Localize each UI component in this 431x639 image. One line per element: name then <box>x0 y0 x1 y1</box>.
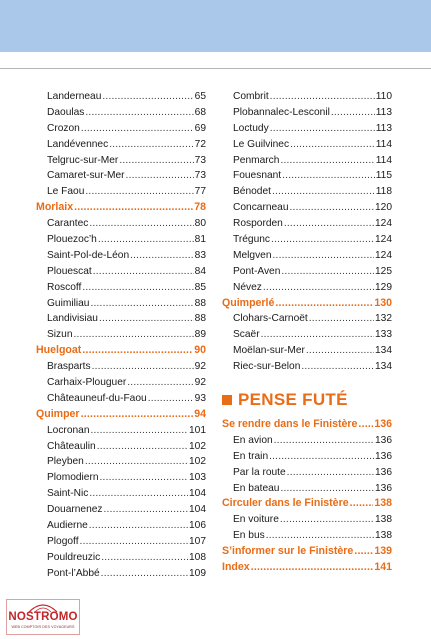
toc-page-number: 107 <box>189 535 206 547</box>
toc-entry-carantec[interactable] <box>36 216 206 232</box>
toc-page-number: 65 <box>194 91 206 102</box>
dot-leader <box>271 232 374 248</box>
toc-entry-melgven[interactable] <box>222 248 392 264</box>
toc-page-number: 114 <box>375 154 392 166</box>
toc-heading-circuler-dans-le-finistere[interactable] <box>222 496 392 512</box>
dot-leader <box>97 439 188 455</box>
toc-page-number: 141 <box>374 561 392 574</box>
toc-entry-concarneau[interactable] <box>222 200 392 216</box>
dot-leader <box>261 327 374 343</box>
toc-page-number: 138 <box>375 530 392 542</box>
toc-label: Clohars-Carnoët <box>233 313 308 325</box>
toc-label: Concarneau <box>233 202 289 214</box>
toc-label: Pont-l’Abbé <box>47 567 100 579</box>
dot-leader <box>274 433 374 449</box>
toc-page-number: 102 <box>189 456 206 468</box>
dot-leader <box>102 89 193 105</box>
toc-page-number: 136 <box>374 418 392 431</box>
toc-entry-plogoff[interactable] <box>36 534 206 550</box>
toc-page-number: 92 <box>194 361 206 373</box>
toc-entry-penmarch[interactable] <box>222 153 392 169</box>
toc-label: Crozon <box>47 122 80 134</box>
toc-label: Par la route <box>233 466 286 478</box>
toc-entry-le-faou[interactable] <box>36 184 206 200</box>
toc-entry-benodet[interactable] <box>222 184 392 200</box>
dot-leader <box>85 105 193 121</box>
toc-entry-rosporden[interactable] <box>222 216 392 232</box>
toc-label: Névez <box>233 281 262 293</box>
toc-entry-saint-pol-de-leon[interactable] <box>36 248 206 264</box>
dot-leader <box>89 216 193 232</box>
toc-page-number: 93 <box>194 392 206 404</box>
logo-wordmark: NOSTROMO <box>8 611 78 623</box>
dot-leader <box>81 121 194 137</box>
toc-page-number: 130 <box>374 296 392 309</box>
toc-label: Pleyben <box>47 456 84 468</box>
toc-label: Guimiliau <box>47 297 90 309</box>
square-bullet-icon <box>222 395 232 405</box>
toc-entry-le-guilvinec[interactable] <box>222 137 392 153</box>
toc-page-number: 136 <box>375 450 392 462</box>
toc-label: Loctudy <box>233 122 269 134</box>
toc-entry-chateauneuf-du-faou[interactable] <box>36 391 206 407</box>
toc-entry-daoulas[interactable] <box>36 105 206 121</box>
toc-label: Châteaulin <box>47 440 96 452</box>
toc-entry-douarnenez[interactable] <box>36 502 206 518</box>
toc-label: Melgven <box>233 249 272 261</box>
toc-label: Landerneau <box>47 91 102 102</box>
toc-label: Bénodet <box>233 186 271 198</box>
toc-page-number: 73 <box>194 154 206 166</box>
toc-page-number: 113 <box>375 106 392 118</box>
toc-label: Locronan <box>47 424 90 436</box>
dot-leader <box>92 359 194 375</box>
toc-page-number: 77 <box>194 186 206 198</box>
toc-label: En bus <box>233 530 265 542</box>
toc-label: Quimper <box>36 407 80 420</box>
toc-page-number: 92 <box>194 377 206 389</box>
toc-entry-crozon[interactable] <box>36 121 206 137</box>
toc-page-number: 104 <box>189 488 206 500</box>
dot-leader <box>89 518 188 534</box>
dot-leader <box>275 296 373 312</box>
toc-entry-nevez[interactable] <box>222 280 392 296</box>
toc-entry-pouldreuzic[interactable] <box>36 550 206 566</box>
toc-entry-audierne[interactable] <box>36 518 206 534</box>
dot-leader <box>263 280 374 296</box>
dot-leader <box>331 105 375 121</box>
toc-label: Index <box>222 561 250 574</box>
toc-heading-huelgoat[interactable] <box>36 343 206 359</box>
dot-leader <box>280 481 374 497</box>
toc-label: En avion <box>233 434 273 446</box>
dot-leader <box>99 311 194 327</box>
toc-heading-quimperle[interactable] <box>222 296 392 312</box>
dot-leader <box>126 168 194 184</box>
toc-page-number: 81 <box>194 234 206 246</box>
toc-entry-pont-l-abbe[interactable] <box>36 566 206 582</box>
toc-page-number: 89 <box>194 329 206 341</box>
toc-entry-chateaulin[interactable] <box>36 439 206 455</box>
toc-entry-en-bus[interactable] <box>222 528 392 544</box>
section-title-label: PENSE FUTÉ <box>238 390 348 410</box>
toc-heading-morlaix[interactable] <box>36 200 206 216</box>
dot-leader <box>251 560 374 576</box>
toc-heading-quimper[interactable] <box>36 407 206 423</box>
dot-leader <box>85 184 193 200</box>
toc-page-number: 124 <box>375 218 392 230</box>
toc-entry-pont-aven[interactable] <box>222 264 392 280</box>
toc-page-number: 78 <box>194 201 206 214</box>
dot-leader <box>273 248 374 264</box>
dot-leader <box>282 168 375 184</box>
toc-label: Telgruc-sur-Mer <box>47 154 119 166</box>
toc-page-number: 73 <box>194 170 206 182</box>
dot-leader <box>82 343 193 359</box>
toc-label: Plouezoc’h <box>47 234 97 246</box>
toc-entry-clohars-carnoet[interactable] <box>222 311 392 327</box>
toc-label: Pouldreuzic <box>47 551 101 563</box>
toc-label: Penmarch <box>233 154 280 166</box>
dot-leader <box>287 465 374 481</box>
toc-label: S’informer sur le Finistère <box>222 545 354 558</box>
toc-heading-index[interactable] <box>222 560 392 576</box>
toc-label: Plobannalec-Lesconil <box>233 106 330 118</box>
toc-page-number: 134 <box>375 361 392 373</box>
dot-leader <box>354 544 373 560</box>
toc-label: En bateau <box>233 482 280 494</box>
toc-page-number: 138 <box>375 514 392 526</box>
toc-heading-s-informer-sur-le-finistere[interactable] <box>222 544 392 560</box>
toc-label: Plomodiern <box>47 472 99 484</box>
toc-label: Huelgoat <box>36 344 82 357</box>
toc-page-number: 110 <box>375 91 392 102</box>
toc-label: Landévennec <box>47 138 109 150</box>
toc-page-number: 83 <box>194 249 206 261</box>
dot-leader <box>81 407 194 423</box>
dot-leader <box>101 550 188 566</box>
dot-leader <box>290 137 375 153</box>
toc-label: Riec-sur-Belon <box>233 361 301 373</box>
toc-entry-carhaix-plouguer[interactable] <box>36 375 206 391</box>
toc-entry-en-bateau[interactable] <box>222 481 392 497</box>
dot-leader <box>85 454 188 470</box>
toc-page-number: 104 <box>189 504 206 516</box>
toc-entry-tregunc[interactable] <box>222 232 392 248</box>
toc-label: Plouescat <box>47 265 92 277</box>
toc-entry-plouezoc-h[interactable] <box>36 232 206 248</box>
toc-entry-landivisiau[interactable] <box>36 311 206 327</box>
toc-label: En train <box>233 450 269 462</box>
toc-label: Carantec <box>47 218 89 230</box>
dot-leader <box>93 264 194 280</box>
dot-leader <box>104 502 188 518</box>
toc-page-number: 106 <box>189 520 206 532</box>
toc-label: Scaër <box>233 329 260 341</box>
toc-entry-locronan[interactable] <box>36 423 206 439</box>
toc-page-number: 85 <box>194 281 206 293</box>
toc-entry-par-la-route[interactable] <box>222 465 392 481</box>
toc-entry-plomodiern[interactable] <box>36 470 206 486</box>
dot-leader <box>100 470 188 486</box>
dot-leader <box>82 280 193 296</box>
toc-label: Morlaix <box>36 201 74 214</box>
toc-entry-landerneau[interactable] <box>36 89 206 105</box>
dot-leader <box>119 153 193 169</box>
toc-label: Saint-Pol-de-Léon <box>47 249 130 261</box>
dot-leader <box>350 496 374 512</box>
toc-label: Circuler dans le Finistère <box>222 497 349 510</box>
toc-page-number: 139 <box>374 545 392 558</box>
toc-entry-combrit[interactable] <box>222 89 392 105</box>
toc-label: Quimperlé <box>222 296 275 309</box>
toc-entry-plouescat[interactable] <box>36 264 206 280</box>
section-title-pense-fute <box>222 385 392 415</box>
dot-leader <box>90 423 188 439</box>
toc-label: Camaret-sur-Mer <box>47 170 125 182</box>
toc-label: Plogoff <box>47 535 79 547</box>
dot-leader <box>109 137 193 153</box>
toc-page-number: 114 <box>375 138 392 150</box>
toc-entry-sizun[interactable] <box>36 327 206 343</box>
toc-label: Le Faou <box>47 186 85 198</box>
toc-label: Fouesnant <box>233 170 282 182</box>
dot-leader <box>309 311 374 327</box>
toc-label: Audierne <box>47 520 88 532</box>
toc-page-number: 88 <box>194 297 206 309</box>
toc-entry-camaret-sur-mer[interactable] <box>36 168 206 184</box>
toc-label: Landivisiau <box>47 313 98 325</box>
toc-page-number: 94 <box>194 407 206 420</box>
toc-page-number: 136 <box>375 434 392 446</box>
toc-entry-loctudy[interactable] <box>222 121 392 137</box>
toc-label: Roscoff <box>47 281 82 293</box>
toc-page-number: 84 <box>194 265 206 277</box>
toc-label: Châteauneuf-du-Faou <box>47 392 147 404</box>
dot-leader <box>148 391 194 407</box>
dot-leader <box>270 121 375 137</box>
dot-leader <box>80 534 188 550</box>
toc-entry-landevennec[interactable] <box>36 137 206 153</box>
toc-label: Daoulas <box>47 106 85 118</box>
toc-page-number: 113 <box>375 122 392 134</box>
toc-page-number: 118 <box>375 186 392 198</box>
toc-label: Moëlan-sur-Mer <box>233 345 305 357</box>
toc-label: Combrit <box>233 91 269 102</box>
toc-entry-en-train[interactable] <box>222 449 392 465</box>
toc-label: Le Guilvinec <box>233 138 290 150</box>
dot-leader <box>280 512 374 528</box>
dot-leader <box>98 232 194 248</box>
dot-leader <box>280 153 374 169</box>
toc-page-number: 133 <box>375 329 392 341</box>
toc-entry-en-avion[interactable] <box>222 433 392 449</box>
toc-page-number: 120 <box>375 202 392 214</box>
toc-entry-pleyben[interactable] <box>36 454 206 470</box>
toc-page-number: 129 <box>375 281 392 293</box>
toc-page-number: 108 <box>189 551 206 563</box>
dot-leader <box>281 264 374 280</box>
toc-page-number: 125 <box>375 265 392 277</box>
toc-entry-en-voiture[interactable] <box>222 512 392 528</box>
toc-page-number: 68 <box>194 106 206 118</box>
toc-label: Saint-Nic <box>47 488 89 500</box>
header-band <box>0 0 431 52</box>
toc-entry-moelan-sur-mer[interactable] <box>222 343 392 359</box>
toc-entry-riec-sur-belon[interactable] <box>222 359 392 375</box>
toc-page-number: 124 <box>375 249 392 261</box>
dot-leader <box>270 89 375 105</box>
dot-leader <box>266 528 374 544</box>
toc-label: Sizun <box>47 329 73 341</box>
dot-leader <box>301 359 374 375</box>
toc-label: En voiture <box>233 514 279 526</box>
toc-entry-plobannalec-lesconil[interactable] <box>222 105 392 121</box>
toc-entry-scaer[interactable] <box>222 327 392 343</box>
dot-leader <box>73 327 193 343</box>
toc-entry-guimiliau[interactable] <box>36 296 206 312</box>
toc-page-number: 101 <box>189 424 206 436</box>
toc-column-right <box>222 89 392 576</box>
toc-page-number: 136 <box>375 466 392 478</box>
toc-entry-fouesnant[interactable] <box>222 168 392 184</box>
dot-leader <box>89 486 188 502</box>
dot-leader <box>306 343 374 359</box>
dot-leader <box>74 200 193 216</box>
dot-leader <box>127 375 193 391</box>
toc-label: Se rendre dans le Finistère <box>222 418 358 431</box>
toc-entry-brasparts[interactable] <box>36 359 206 375</box>
toc-page-number: 134 <box>375 345 392 357</box>
toc-label: Brasparts <box>47 361 91 373</box>
dot-leader <box>284 216 374 232</box>
toc-label: Douarnenez <box>47 504 103 516</box>
dot-leader <box>269 449 374 465</box>
toc-page-number: 69 <box>194 122 206 134</box>
dot-leader <box>101 566 188 582</box>
toc-page-number: 88 <box>194 313 206 325</box>
toc-page-number: 124 <box>375 234 392 246</box>
toc-page-number: 102 <box>189 440 206 452</box>
toc-page-number: 115 <box>375 170 392 182</box>
toc-heading-se-rendre-dans-le-finistere[interactable] <box>222 417 392 433</box>
header-divider <box>0 68 431 69</box>
toc-label: Carhaix-Plouguer <box>47 377 127 389</box>
toc-page-number: 103 <box>189 472 206 484</box>
toc-page-number: 138 <box>374 497 392 510</box>
toc-page-number: 109 <box>189 567 206 579</box>
nostromo-logo <box>6 599 80 635</box>
dot-leader <box>290 200 374 216</box>
logo-tagline: WEB COMPTOIR DES VOYAGEURS <box>11 625 75 629</box>
toc-label: Rosporden <box>233 218 283 230</box>
toc-entry-roscoff[interactable] <box>36 280 206 296</box>
toc-label: Pont-Aven <box>233 265 281 277</box>
toc-page-number: 90 <box>194 344 206 357</box>
toc-entry-telgruc-sur-mer[interactable] <box>36 153 206 169</box>
toc-page-number: 80 <box>194 218 206 230</box>
toc-page-number: 132 <box>375 313 392 325</box>
dot-leader <box>358 417 373 433</box>
toc-label: Trégunc <box>233 234 270 246</box>
dot-leader <box>130 248 194 264</box>
toc-page-number: 136 <box>375 482 392 494</box>
dot-leader <box>90 296 193 312</box>
toc-column-left <box>36 89 206 582</box>
dot-leader <box>272 184 375 200</box>
toc-entry-saint-nic[interactable] <box>36 486 206 502</box>
toc-page-number: 72 <box>194 138 206 150</box>
